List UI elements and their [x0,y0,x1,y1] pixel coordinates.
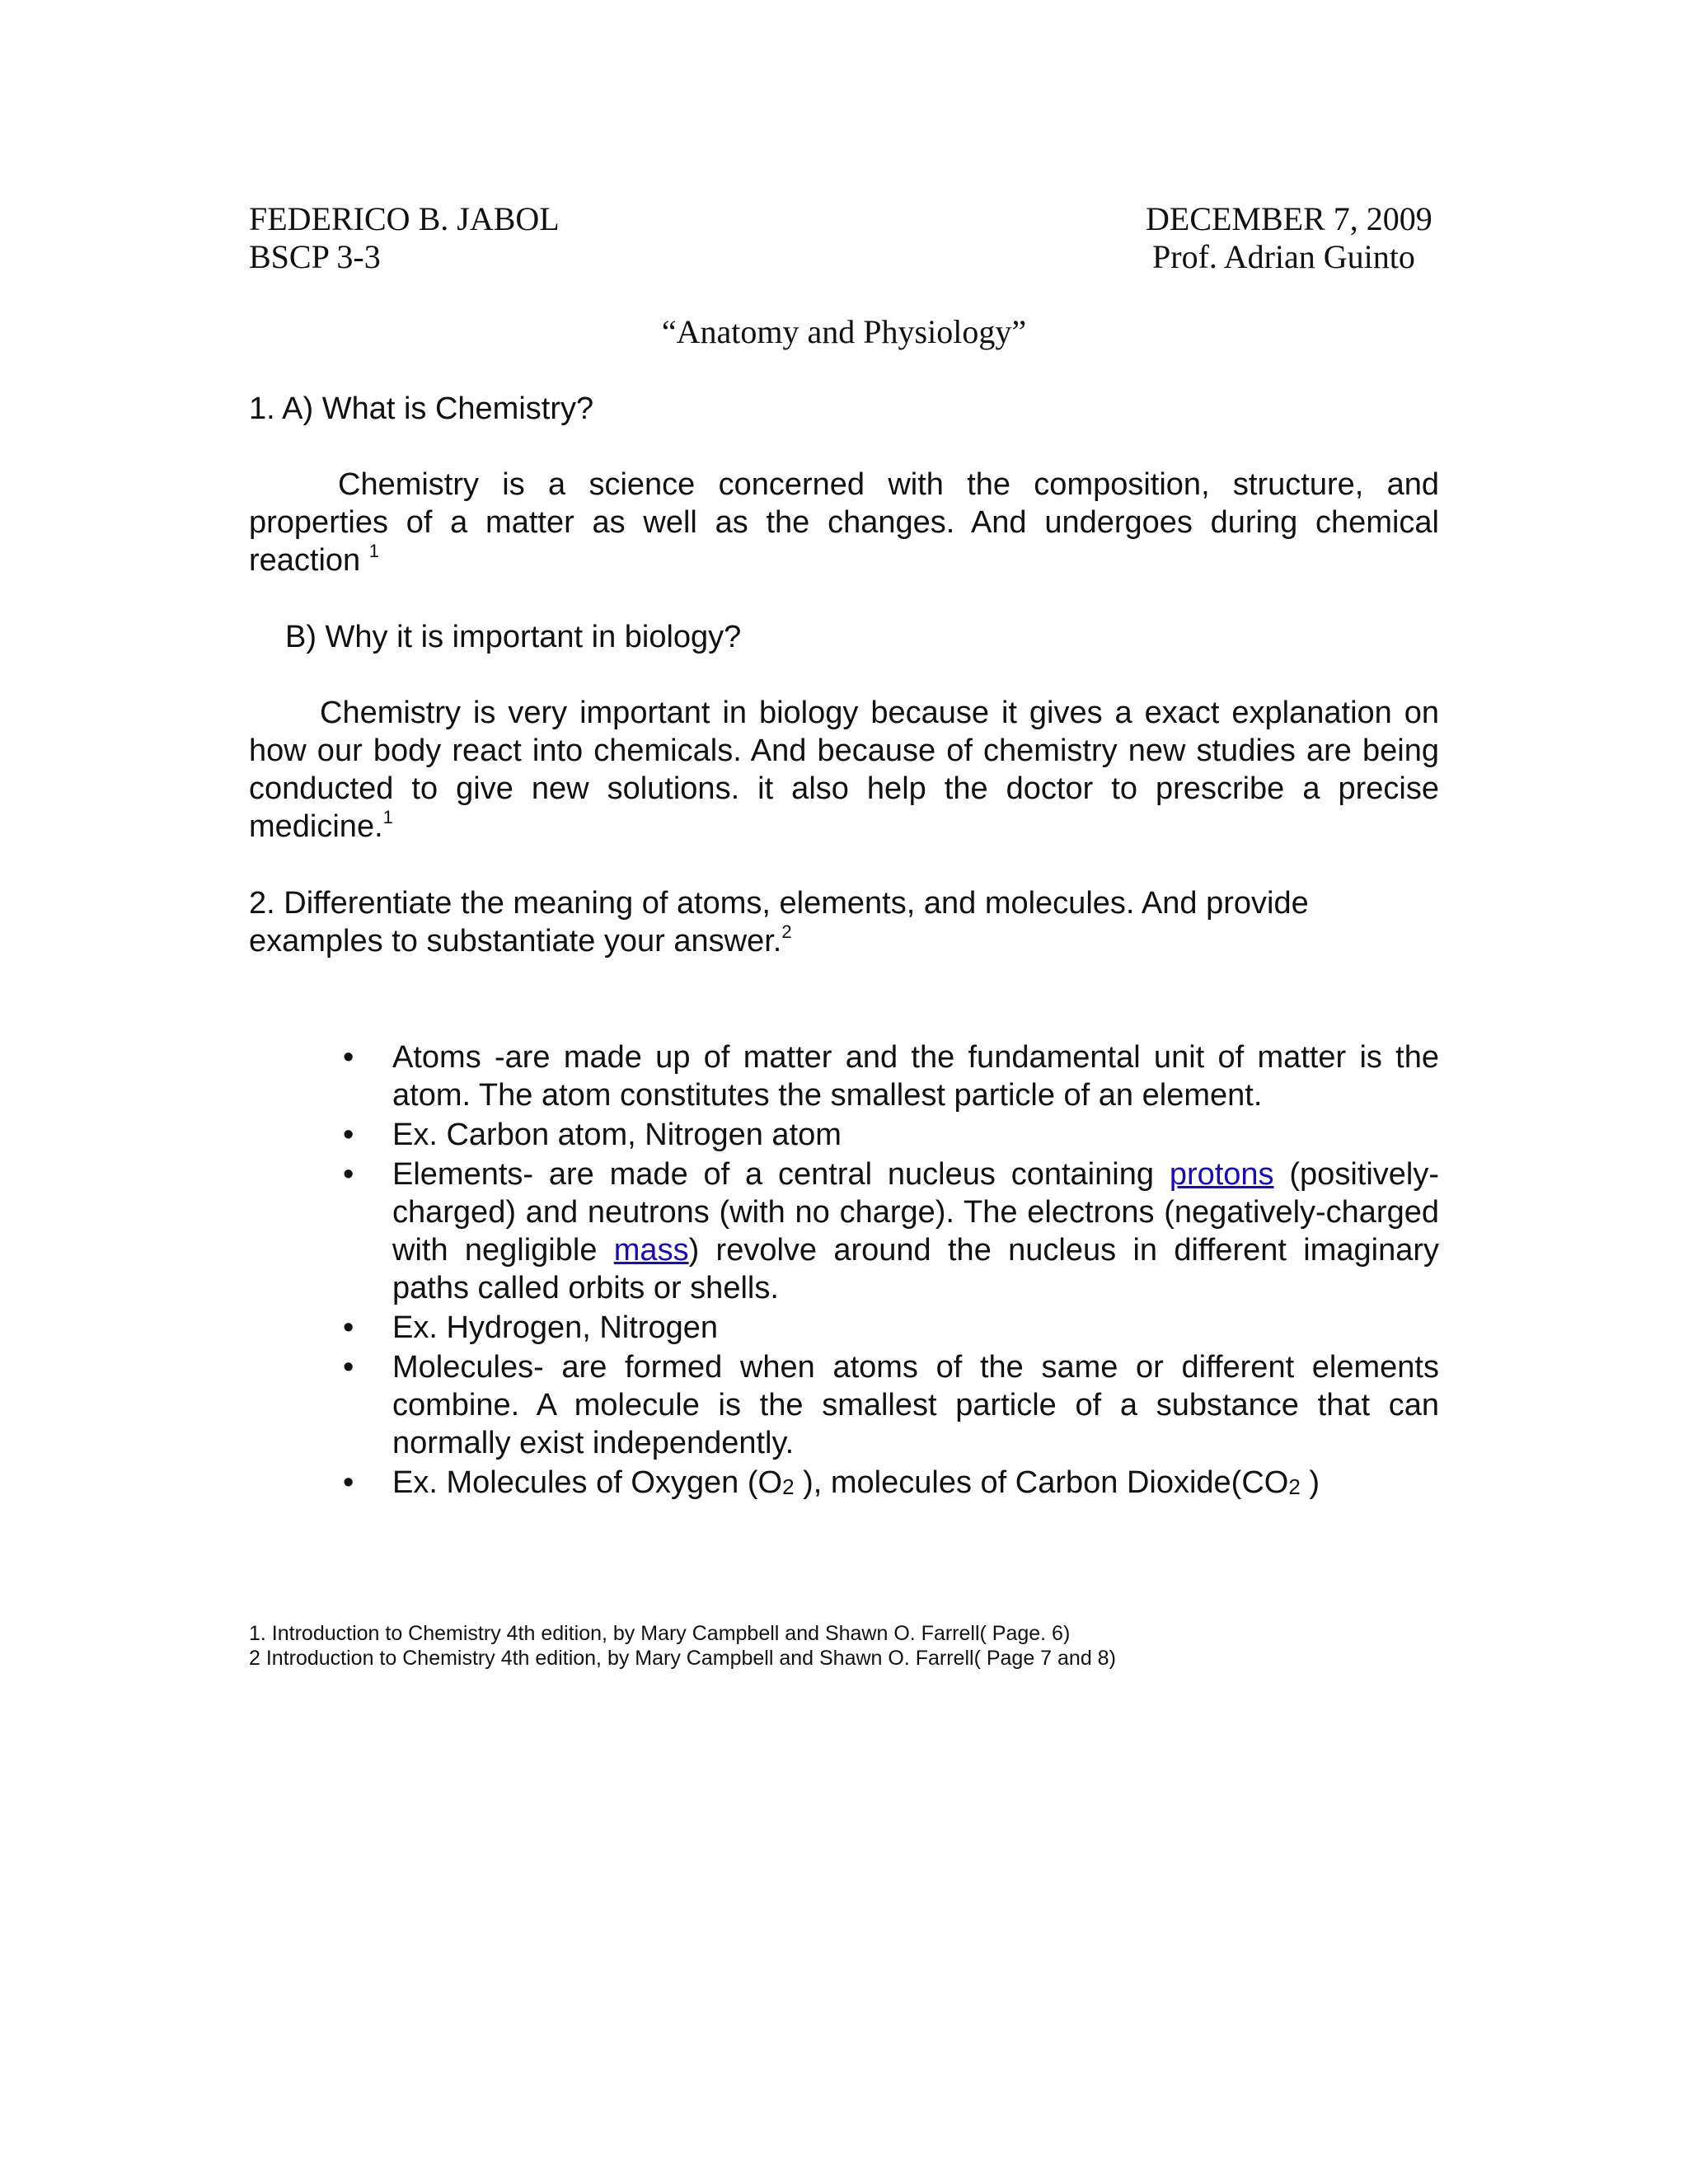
student-name: FEDERICO B. JABOL [249,200,560,237]
list-item [338,1155,1439,1307]
header-left [249,200,560,276]
question-1a: 1. A) What is Chemistry? [249,391,594,426]
mass-link[interactable]: mass [613,1233,689,1268]
footnote-2: 2 Introduction to Chemistry 4th edition, by Mary Campbell and Shawn O. Farrell( Page 7 and 8) [249,1647,1116,1670]
answer-1a-text: Chemistry is a science concerned with the composition, structure, and properties of a matter as well as the changes. And undergoes during chemical reaction [249,467,1439,578]
molecules-example-text-2: ), molecules of Carbon Dioxide(CO [794,1465,1289,1500]
footnote-1: 1. Introduction to Chemistry 4th edition, by Mary Campbell and Shawn O. Farrell( Page. 6) [249,1622,1071,1645]
question-1b: B) Why it is important in biology? [285,620,742,654]
answer-1b [249,694,1439,846]
bullet: • [343,1040,354,1075]
professor-name: Prof. Adrian Guinto [1152,238,1415,275]
question-2 [249,884,1439,960]
subscript: 2 [1288,1474,1301,1499]
molecules-example [392,1465,1320,1500]
bullet: • [343,1465,354,1500]
list-item [338,1038,1439,1114]
protons-link[interactable]: protons [1169,1157,1274,1192]
molecules-example-text-3: ) [1300,1465,1320,1500]
bullet: • [343,1118,354,1152]
bullet: • [343,1157,354,1192]
question-2-text: 2. Differentiate the meaning of atoms, elements, and molecules. And provide examples to substantiate your answer. [249,886,1309,958]
bullet: • [343,1350,354,1385]
bullet: • [343,1310,354,1345]
list-item [338,1309,1439,1347]
elements-text-2: (positively-charged) and neutrons (with no charge). The electrons (negatively-charged with negligible [392,1157,1439,1268]
footnote-ref: 2 [781,921,792,942]
subscript: 2 [782,1474,795,1499]
molecules-definition: Molecules- are formed when atoms of the same or different elements combine. A molecule is the smallest particle of a substance that can normally exist independently. [392,1350,1439,1460]
footnote-ref: 1 [382,807,393,827]
answer-1a [249,466,1439,579]
molecules-example-text-1: Ex. Molecules of Oxygen (O [392,1465,783,1500]
footnote-ref: 1 [368,541,380,561]
atoms-example: Ex. Carbon atom, Nitrogen atom [392,1118,842,1152]
document-title: “Anatomy and Physiology” [661,313,1027,350]
list-item [338,1116,1439,1154]
elements-text-1: Elements- are made of a central nucleus containing [392,1157,1170,1192]
document-date: DECEMBER 7, 2009 [1146,200,1432,237]
student-section: BSCP 3-3 [249,238,381,275]
definitions-list [338,1038,1439,1502]
footnotes [249,1621,1116,1671]
elements-definition [392,1157,1439,1305]
list-item [338,1348,1439,1462]
answer-1b-text: Chemistry is very important in biology because it gives a exact explanation on how our body react into chemicals. And because of chemistry new studies are being conducted to give new solutions. it also help the doctor to prescribe a precise medicine. [249,696,1439,844]
header-right [1146,200,1438,276]
atoms-definition: Atoms -are made up of matter and the fundamental unit of matter is the atom. The atom constitutes the smallest particle of an element. [392,1040,1439,1113]
list-item [338,1464,1439,1502]
elements-example: Ex. Hydrogen, Nitrogen [392,1310,718,1345]
elements-text-3: ) revolve around the nucleus in different imaginary paths called orbits or shells. [392,1233,1439,1305]
